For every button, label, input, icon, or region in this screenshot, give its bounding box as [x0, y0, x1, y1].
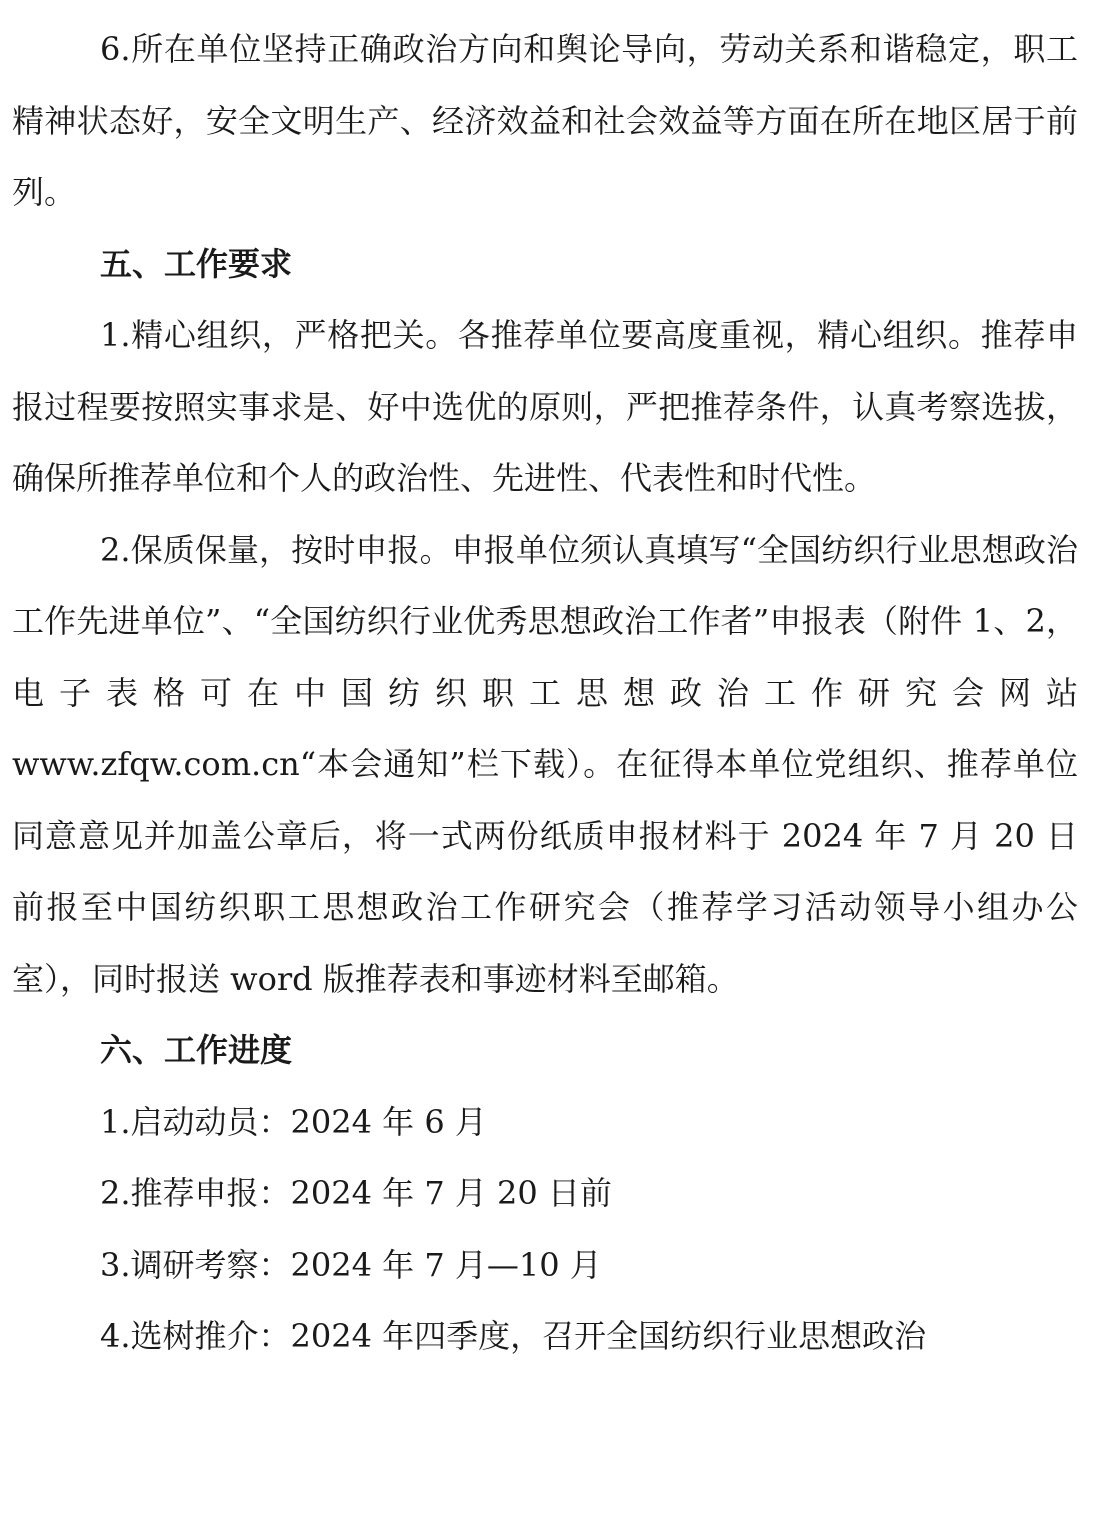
schedule-item — [12, 1158, 1078, 1230]
paragraph-requirement-2: 2.保质保量，按时申报。申报单位须认真填写“全国纺织行业思想政治工作先进单位”、“全国纺织行业优秀思想政治工作者”申报表（附件 1、2，电子表格可在中国纺织职工思想政治工作研究会网站 www.zfqw.com.cn“本会通知”栏下载）。在征得本单位党组织、推荐单位同意意见并加盖公章后，将一式两份纸质申报材料于 2024 年 7 月 20 日前报至中国纺织职工思想政治工作研究会（推荐学习活动领导小组办公室），同时报送 word 版推荐表和事迹材料至邮箱。 — [12, 530, 1078, 998]
schedule-item-value: 2024 年 7 月—10 月 — [290, 1245, 602, 1284]
schedule-item-value: 2024 年 6 月 — [290, 1102, 487, 1141]
schedule-item-label: 4.选树推介： — [100, 1317, 291, 1355]
paragraph-item-6: 6.所在单位坚持正确政治方向和舆论导向，劳动关系和谐稳定，职工精神状态好，安全文明生产、经济效益和社会效益等方面在所在地区居于前列。 — [12, 30, 1078, 211]
section-heading-work-requirements: 五、工作要求 — [100, 244, 293, 283]
schedule-item — [12, 1230, 1078, 1302]
paragraph-requirement-1: 1.精心组织，严格把关。各推荐单位要高度重视，精心组织。推荐申报过程要按照实事求是、好中选优的原则，严把推荐条件，认真考察选拔，确保所推荐单位和个人的政治性、先进性、代表性和时代性。 — [12, 316, 1078, 497]
schedule-item — [12, 1087, 1078, 1159]
schedule-item-value: 2024 年 7 月 20 日前 — [290, 1174, 612, 1212]
document-page — [12, 14, 1078, 1373]
schedule-item-label: 3.调研考察： — [100, 1245, 291, 1284]
section-heading-work-schedule: 六、工作进度 — [100, 1031, 293, 1069]
schedule-item-value: 2024 年四季度，召开全国纺织行业思想政治 — [290, 1317, 927, 1355]
schedule-item-label: 2.推荐申报： — [100, 1174, 291, 1212]
schedule-item — [12, 1301, 1078, 1373]
schedule-item-label: 1.启动动员： — [100, 1102, 291, 1141]
